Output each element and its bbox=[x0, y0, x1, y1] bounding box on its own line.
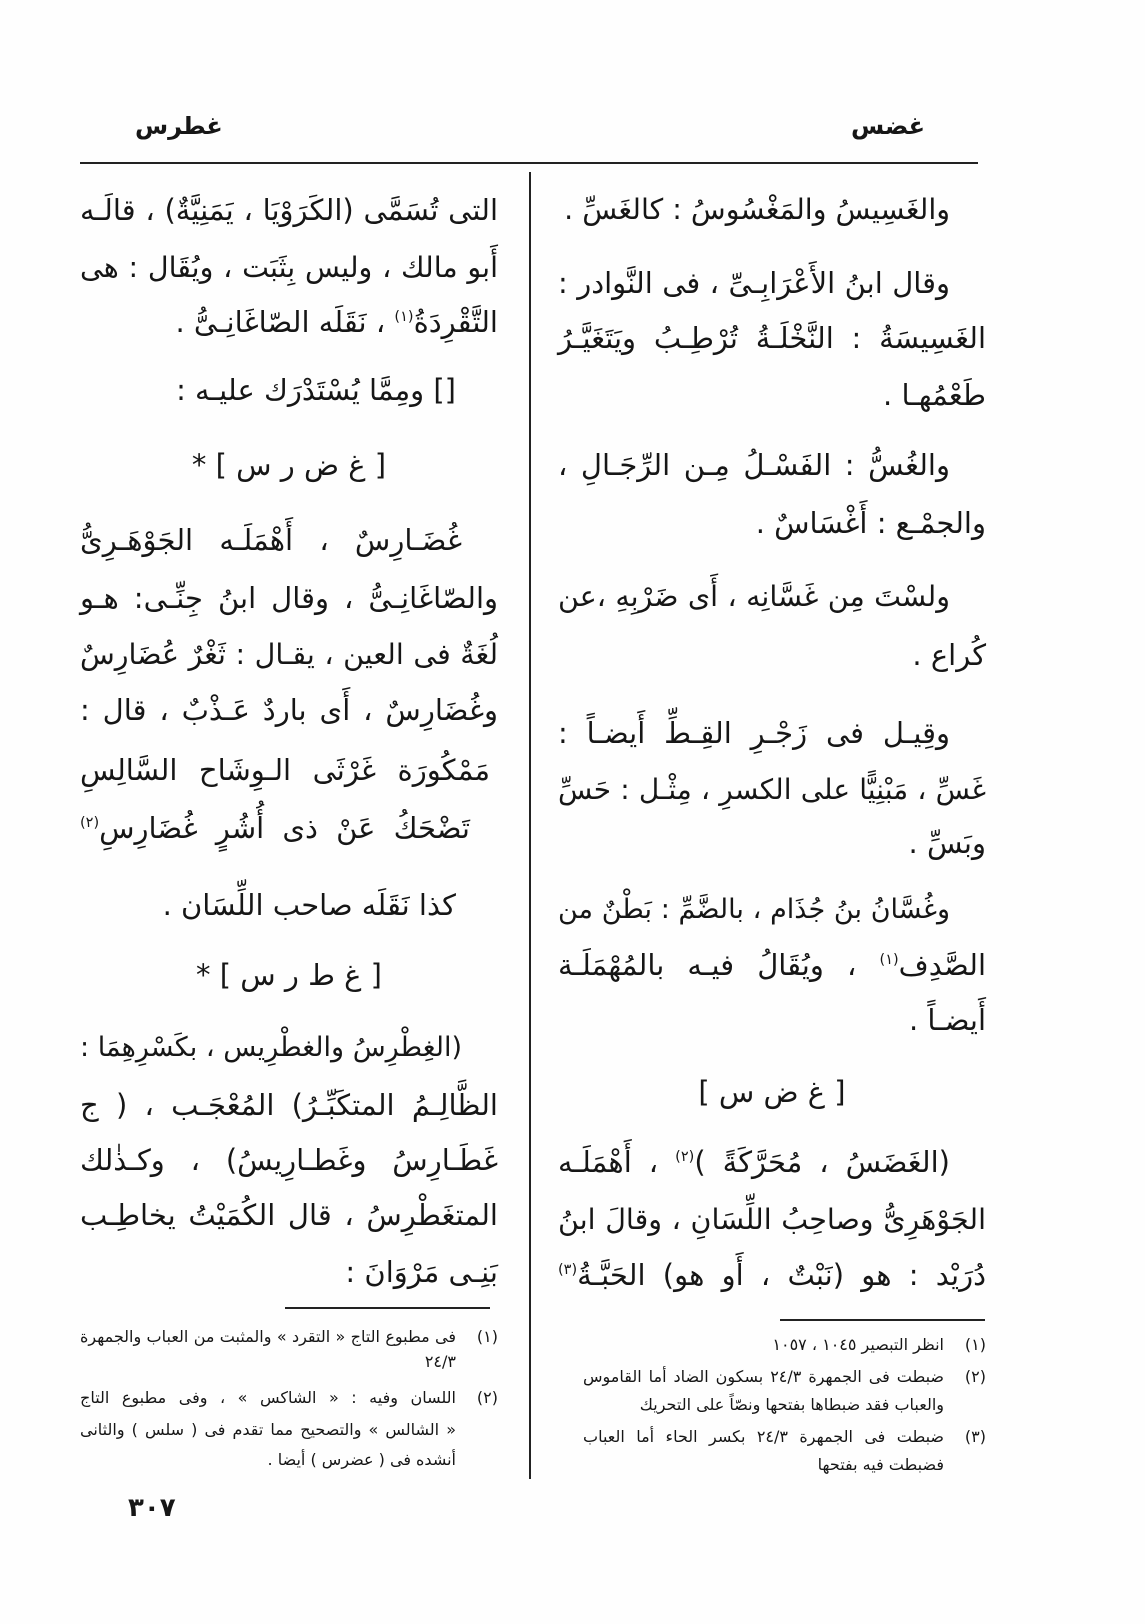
body-line: وغُضَارِسٌ ، أَى باردٌ عَـذْبٌ ، قال : bbox=[80, 693, 498, 727]
entry-heading: [ غ ض س ] bbox=[698, 1075, 846, 1109]
footnote-marker: (٢) bbox=[476, 1388, 498, 1407]
body-line: وقِيـل فى زَجْـرِ القِـطِّ أَيضـاً : bbox=[558, 716, 950, 750]
footnote-text: ضبطت فى الجمهرة ٢٤/٣ بكسر الحاء أما العباب bbox=[583, 1427, 944, 1446]
footnote-line bbox=[583, 1364, 986, 1390]
footnote-ref: (١) bbox=[879, 952, 899, 969]
body-line: كذا نَقَلَه صاحب اللِّسَان . bbox=[162, 888, 456, 922]
body-line: أَبو مالك ، وليس بِثَبَت ، ويُقَال : هى bbox=[80, 251, 498, 284]
line-text: (الغَضَسُ ، مُحَرَّكَةً ) bbox=[694, 1145, 950, 1179]
footnote-line bbox=[80, 1385, 498, 1411]
footnote-ref: (٣) bbox=[558, 1262, 578, 1279]
running-head-right: غضس bbox=[851, 112, 925, 140]
body-line: والصّاغَانِـىُّ ، وقال ابنُ جِنِّـى: هـو bbox=[80, 581, 498, 615]
footnote-separator bbox=[780, 1319, 985, 1321]
line-text: التَّقْرِدَةُ bbox=[413, 305, 498, 339]
footnote-separator bbox=[285, 1307, 490, 1309]
body-line: الظَّالِـمُ المتكَبِّـرُ) المُعْجَـب ، ( ج bbox=[80, 1088, 498, 1122]
footnote-line: ٢٤/٣ bbox=[424, 1352, 456, 1371]
footnote-text: اللسان وفيه : « الشاكس » ، وفى مطبوع التاج bbox=[80, 1388, 456, 1407]
line-text: ، نَقَلَه الصّاغَانِـىُّ . bbox=[175, 305, 395, 339]
footnote-line: والعباب فقد ضبطاها بفتحها ونصّاً على التحريك bbox=[639, 1395, 944, 1414]
body-line bbox=[558, 940, 986, 990]
footnote-text: انظر التبصير ١٠٤٥ ، ١٠٥٧ bbox=[772, 1335, 944, 1354]
entry-heading: [ غ ط ر س ] * bbox=[196, 958, 382, 992]
line-text: الصَّدِف bbox=[898, 948, 986, 982]
body-line: غَطَـارِسُ وغَطـارِيسُ) ، وكـذٰلك bbox=[80, 1143, 498, 1177]
body-line bbox=[558, 1137, 986, 1187]
body-line: غَسِّ ، مَبْنِيًّا على الكسرِ ، مِثْـل : حَسِّ bbox=[558, 773, 986, 806]
body-line: الغَسِيسَةُ : النَّخْلَـةُ تُرْطِـبُ ويَتَغَيَّـرُ bbox=[558, 321, 986, 355]
body-line: التى تُسَمَّى (الكَرَوْيَا ، يَمَنِيَّةٌ) ، قالَـه bbox=[80, 193, 498, 227]
footnote-text: فى مطبوع التاج « التقرد » والمثبت من العباب والجمهرة bbox=[80, 1327, 456, 1346]
verse-line bbox=[80, 803, 498, 853]
line-text: ، ويُقَالُ فيـه بالمُهْمَلَـة bbox=[558, 948, 880, 982]
footnote-text: ضبطت فى الجمهرة ٢٤/٣ بسكون الضاد أما القاموس bbox=[583, 1367, 944, 1386]
footnote-marker: (٣) bbox=[964, 1427, 986, 1446]
body-line bbox=[80, 297, 498, 347]
left-column bbox=[80, 0, 498, 1624]
body-line: غُضَـارِسٌ ، أَهْمَلَـه الجَوْهَـرِىُّ bbox=[80, 523, 462, 557]
footnote-line bbox=[80, 1324, 498, 1350]
body-line: والغَسِيسُ والمَغْسُوسُ : كالغَسِّ . bbox=[564, 193, 950, 226]
footnote-ref: (١) bbox=[394, 309, 414, 326]
body-line: الجَوْهَرِىُّ وصاحِبُ اللِّسَانِ ، وقالَ ابنُ bbox=[558, 1203, 986, 1236]
body-line: وبَسِّ . bbox=[908, 826, 986, 860]
entry-heading: [ غ ض ر س ] * bbox=[191, 448, 387, 482]
body-line: والجمْـع : أَغْسَاسٌ . bbox=[755, 506, 986, 540]
verse-line: مَمْكُورَة غَرْثَى الـوِشَاح السَّالِسِ bbox=[80, 753, 490, 787]
footnote-marker: (٢) bbox=[964, 1367, 986, 1386]
footnote-line: أنشده فى ( عضرس ) أيضا . bbox=[267, 1450, 456, 1469]
footnote-line bbox=[583, 1332, 986, 1358]
line-text: دُرَيْد : هو (نَبْتٌ ، أَو هو) الحَبَّـةُ bbox=[577, 1258, 986, 1292]
line-text: تَضْحَكُ عَنْ ذى أُشُرٍ غُضَارِسِ bbox=[99, 811, 470, 845]
body-line: بَنِـى مَرْوَانَ : bbox=[345, 1255, 498, 1289]
running-head-left: غطرس bbox=[135, 112, 223, 140]
footnote-line: فضبطت فيه بفتحها bbox=[817, 1455, 944, 1474]
footnote-line bbox=[583, 1424, 986, 1450]
footnote-marker: (١) bbox=[964, 1335, 986, 1354]
body-line: ولسْتَ مِن غَسَّانِه ، أَى ضَرْبِهِ ،عن bbox=[558, 580, 950, 613]
column-divider bbox=[529, 172, 531, 1479]
footnote-ref: (٢) bbox=[675, 1149, 695, 1166]
footnote-marker: (١) bbox=[476, 1327, 498, 1346]
body-line: أَيضـاً . bbox=[908, 1003, 986, 1037]
right-column bbox=[558, 0, 986, 1624]
footnote-line: « الشالس » والتصحيح مما تقدم فى ( سلس ) والثانى bbox=[80, 1420, 456, 1439]
line-text: ، أَهْمَلَـه bbox=[558, 1145, 676, 1179]
page-number: ٣٠٧ bbox=[128, 1493, 176, 1523]
body-line bbox=[558, 1250, 986, 1300]
body-line: طَعْمُهـا . bbox=[883, 378, 986, 412]
body-line: وقال ابنُ الأَعْرَابِـىِّ ، فى النَّوادر : bbox=[558, 266, 950, 300]
body-line: لُغَةٌ فى العين ، يقـال : ثَغْرٌ عُضَارِسٌ bbox=[80, 638, 498, 671]
body-line: وغُسَّانُ بنُ جُذَام ، بالضَّمِّ : بَطْنٌ من bbox=[558, 894, 950, 925]
body-line: والغُسُّ : الفَسْـلُ مِـن الرِّجَـالِ ، bbox=[558, 448, 950, 482]
footnote-ref: (٢) bbox=[80, 815, 100, 832]
body-line: (الغِطْرِسُ والغطْرِيس ، بكَسْرِهِمَا : bbox=[80, 1032, 462, 1063]
body-line: المتغَطْرِسُ ، قال الكُمَيْتُ يخاطِـب bbox=[80, 1198, 498, 1232]
body-line: كُراع . bbox=[912, 638, 986, 672]
body-line: [] ومِمَّا يُسْتَدْرَك عليـه : bbox=[176, 373, 456, 407]
